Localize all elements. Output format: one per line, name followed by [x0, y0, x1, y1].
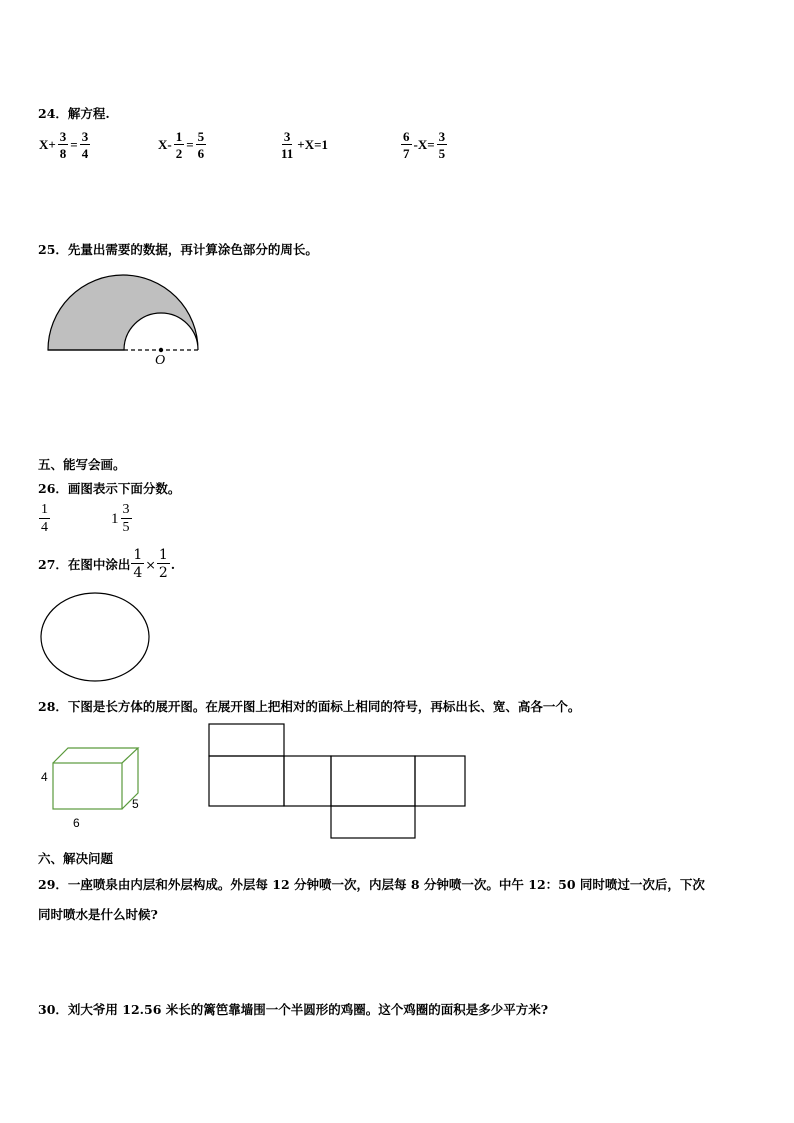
- eq1-equals: =: [70, 137, 78, 152]
- q30-title: 30．刘大爷用 12.56 米长的篱笆靠墙围一个半圆形的鸡圈。这个鸡圈的面积是多少平方米?: [38, 1002, 549, 1017]
- cuboid-length-label: 6: [73, 816, 80, 830]
- net-face-1: [209, 756, 284, 806]
- net-face-4: [415, 756, 465, 806]
- center-label: O: [155, 353, 166, 368]
- section-6-title: 六、解决问题: [38, 851, 114, 866]
- q25-title: 25．先量出需要的数据，再计算涂色部分的周长。: [38, 242, 318, 257]
- eq2-lead: X-: [158, 137, 172, 152]
- q27-prefix: 27．在图中涂出: [38, 557, 131, 572]
- q27-fraction-a: $\frac{1}{4}$: [133, 547, 143, 581]
- q29-line-1: 29．一座喷泉由内层和外层构成。外层每 12 分钟喷一次，内层每 8 分钟喷一次。中午 12：50 同时喷过一次后，下次: [38, 877, 705, 892]
- eq4-fraction-b: $\frac{3}{5}$: [438, 129, 446, 161]
- cuboid-height-label: 4: [41, 770, 48, 784]
- eq1-fraction-a: $\frac{3}{8}$: [59, 129, 67, 161]
- eq3-fraction-a: $\frac{3}{11}$: [281, 129, 294, 161]
- eq2-fraction-a: $\frac{1}{2}$: [175, 129, 183, 161]
- eq4-minus-x: -X=: [413, 137, 435, 152]
- q29-line-2: 同时喷水是什么时候?: [38, 907, 158, 922]
- eq2-fraction-b: $\frac{5}{6}$: [197, 129, 205, 161]
- q27-fraction-b: $\frac{1}{2}$: [158, 547, 168, 581]
- net-face-top: [209, 724, 284, 756]
- cuboid-width-label: 5: [132, 797, 139, 811]
- q28-title: 28．下图是长方体的展开图。在展开图上把相对的面标上相同的符号，再标出长、宽、高各一个。: [38, 699, 581, 714]
- fraction-1-4: $\frac{1}{4}$: [41, 502, 48, 535]
- times-sign: ×: [145, 556, 156, 572]
- mixed-fraction-3-5: $\frac{3}{5}$: [122, 502, 130, 535]
- eq1-fraction-b: $\frac{3}{4}$: [81, 129, 89, 161]
- eq2-equals: =: [186, 137, 194, 152]
- q24-title: 24．解方程.: [38, 106, 110, 121]
- eq4-fraction-a: $\frac{6}{7}$: [403, 129, 410, 161]
- net-face-2: [284, 756, 331, 806]
- q26-title: 26．画图表示下面分数。: [38, 481, 181, 496]
- q27-suffix: .: [170, 556, 176, 572]
- net-face-3: [331, 756, 415, 806]
- net-face-bottom: [331, 806, 415, 838]
- section-5-title: 五、能写会画。: [38, 457, 126, 472]
- eq1-lead: X+: [39, 137, 56, 152]
- mixed-whole: 1: [111, 510, 119, 527]
- eq3-tail: +X=1: [297, 137, 329, 152]
